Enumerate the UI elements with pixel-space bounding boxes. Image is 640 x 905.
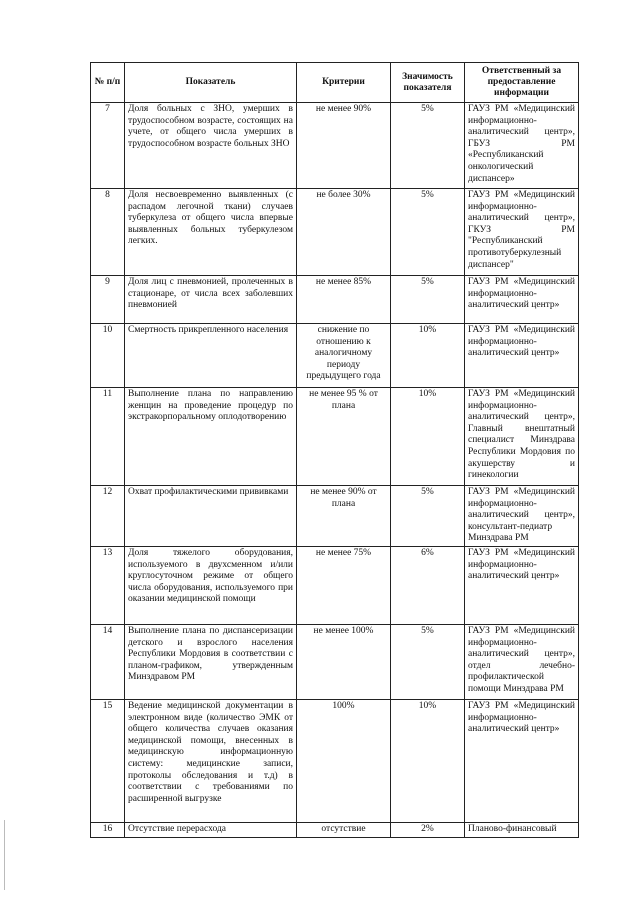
row-num: 12 <box>91 486 125 547</box>
table-row <box>91 103 579 189</box>
row-weight: 10% <box>391 324 465 388</box>
row-criterion: 100% <box>297 699 391 822</box>
header-weight: Значимость показателя <box>391 63 465 103</box>
row-weight: 6% <box>391 546 465 624</box>
row-indicator: Отсутствие перерасхода <box>125 822 297 837</box>
row-responsible: ГАУЗ РМ «Медицинский информационно-аналитический центр» <box>465 699 579 822</box>
row-indicator: Выполнение плана по направлению женщин на проведение процедур по экстракорпоральному оплодотворению <box>125 388 297 486</box>
table-row <box>91 624 579 699</box>
table-row <box>91 822 579 837</box>
row-weight: 2% <box>391 822 465 837</box>
header-indicator: Показатель <box>125 63 297 103</box>
header-responsible: Ответственный за предоставление информации <box>465 63 579 103</box>
table-row <box>91 189 579 276</box>
scan-edge-mark <box>4 820 5 890</box>
table-header-row <box>91 63 579 103</box>
row-criterion: не менее 95 % от плана <box>297 388 391 486</box>
row-num: 15 <box>91 699 125 822</box>
row-criterion: не менее 85% <box>297 276 391 324</box>
table-row <box>91 699 579 822</box>
row-responsible: ГАУЗ РМ «Медицинский информационно-аналитический центр», ГКУЗ РМ "Республиканский противотуберкулезный диспансер" <box>465 189 579 276</box>
row-criterion: не менее 75% <box>297 546 391 624</box>
row-num: 9 <box>91 276 125 324</box>
row-indicator: Выполнение плана по диспансеризации детского и взрослого населения Республики Мордовия в соответствии с планом-графиком, утвержденным Минздравом РМ <box>125 624 297 699</box>
row-responsible: Планово-финансовый <box>465 822 579 837</box>
header-num: № п/п <box>91 63 125 103</box>
row-weight: 5% <box>391 624 465 699</box>
table-row <box>91 486 579 547</box>
row-num: 14 <box>91 624 125 699</box>
row-criterion: снижение по отношению к аналогичному периоду предыдущего года <box>297 324 391 388</box>
row-num: 16 <box>91 822 125 837</box>
row-weight: 10% <box>391 699 465 822</box>
row-responsible: ГАУЗ РМ «Медицинский информационно-аналитический центр», отдел лечебно-профилактической помощи Минздрава РМ <box>465 624 579 699</box>
table-row <box>91 546 579 624</box>
row-criterion: не более 30% <box>297 189 391 276</box>
row-responsible: ГАУЗ РМ «Медицинский информационно-аналитический центр», консультант-педиатр Минздрава РМ <box>465 486 579 547</box>
row-indicator: Ведение медицинской документации в электронном виде (количество ЭМК от общего количества случаев оказания медицинской помощи, внесенных в медицинскую информационную систему: медицинские записи, протоколы обследования и т.д) в соответствии с требованиями по расширенной выгрузке <box>125 699 297 822</box>
row-responsible: ГАУЗ РМ «Медицинский информационно-аналитический центр» <box>465 546 579 624</box>
row-responsible: ГАУЗ РМ «Медицинский информационно-аналитический центр», ГБУЗ РМ «Республиканский онкологический диспансер» <box>465 103 579 189</box>
indicators-table <box>90 62 579 838</box>
row-criterion: отсутствие <box>297 822 391 837</box>
table-row <box>91 388 579 486</box>
row-weight: 5% <box>391 486 465 547</box>
row-num: 8 <box>91 189 125 276</box>
row-criterion: не менее 100% <box>297 624 391 699</box>
row-num: 7 <box>91 103 125 189</box>
row-indicator: Доля лиц с пневмонией, пролеченных в стационаре, от числа всех заболевших пневмонией <box>125 276 297 324</box>
row-responsible: ГАУЗ РМ «Медицинский информационно-аналитический центр» <box>465 324 579 388</box>
row-criterion: не менее 90% <box>297 103 391 189</box>
row-num: 13 <box>91 546 125 624</box>
table-row <box>91 324 579 388</box>
row-indicator: Охват профилактическими прививками <box>125 486 297 547</box>
row-indicator: Доля тяжелого оборудования, используемого в двухсменном и/или круглосуточном режиме от общего числа оборудования, используемого при оказании медицинской помощи <box>125 546 297 624</box>
row-indicator: Доля больных с ЗНО, умерших в трудоспособном возрасте, состоящих на учете, от общего числа умерших в трудоспособном возрасте больных ЗНО <box>125 103 297 189</box>
table-row <box>91 276 579 324</box>
row-criterion: не менее 90% от плана <box>297 486 391 547</box>
row-weight: 5% <box>391 189 465 276</box>
row-responsible: ГАУЗ РМ «Медицинский информационно-аналитический центр» <box>465 276 579 324</box>
row-indicator: Доля несвоевременно выявленных (с распадом легочной ткани) случаев туберкулеза от общего числа впервые выявленных больных туберкулезом легких. <box>125 189 297 276</box>
row-responsible: ГАУЗ РМ «Медицинский информационно-аналитический центр», Главный внештатный специалист Минздрава Республики Мордовия по акушерству и гинекологии <box>465 388 579 486</box>
row-indicator: Смертность прикрепленного населения <box>125 324 297 388</box>
row-weight: 5% <box>391 103 465 189</box>
row-weight: 10% <box>391 388 465 486</box>
header-criterion: Критерии <box>297 63 391 103</box>
row-weight: 5% <box>391 276 465 324</box>
row-num: 11 <box>91 388 125 486</box>
row-num: 10 <box>91 324 125 388</box>
